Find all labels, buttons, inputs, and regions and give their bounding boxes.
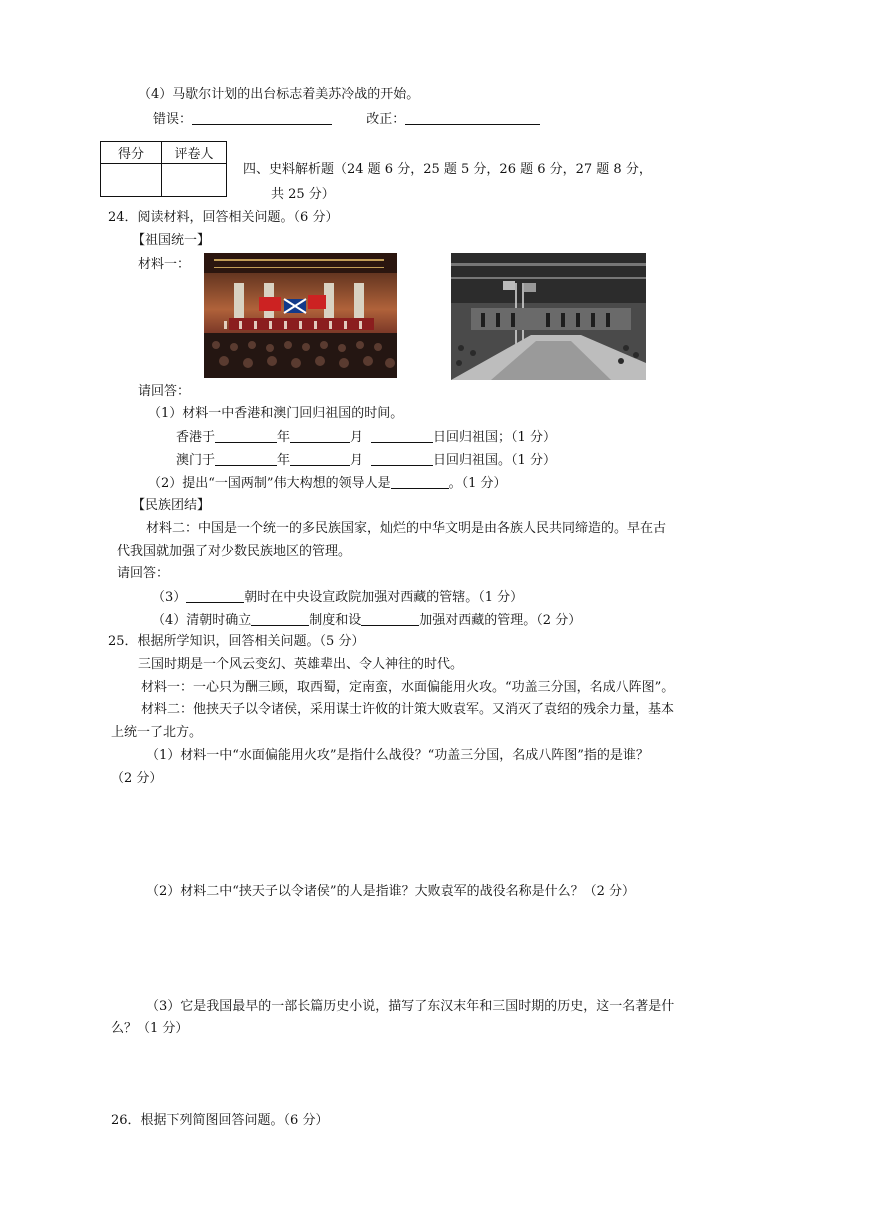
q25-sub1-line2: （2 分）: [111, 771, 163, 786]
grader-header: 评卷人: [162, 142, 227, 164]
correction-blank[interactable]: [405, 110, 540, 125]
correction-label: 改正：: [366, 112, 406, 127]
q24-material2-line2: 代我国就加强了对少数民族地区的管理。: [117, 544, 352, 559]
q24-material1-label: 材料一：: [138, 257, 191, 272]
q26-prompt: 26．根据下列简图回答问题。（6 分）: [111, 1113, 329, 1128]
q25-material2-line1: 材料二：他挟天子以令诸侯，采用谋士许攸的计策大败袁军。又消灭了袁绍的残余力量，基本: [141, 702, 675, 717]
hk-suffix: 日回归祖国；（1 分）: [433, 430, 556, 445]
q24-hk-line: [176, 428, 556, 447]
hong-kong-handover-photo: [204, 253, 397, 378]
sub3-text: 朝时在中央设宣政院加强对西藏的管辖。（1 分）: [244, 590, 524, 605]
hk-month-label: 月: [350, 430, 364, 445]
q24-please-answer2: 请回答：: [117, 566, 170, 581]
mo-day-blank[interactable]: [371, 451, 433, 466]
error-blank[interactable]: [192, 110, 332, 125]
q25-prompt: 25．根据所学知识，回答相关问题。（5 分）: [108, 634, 365, 649]
hk-prefix: 香港于: [176, 430, 216, 445]
sub4-text-b: 制度和设: [309, 613, 362, 628]
sub2-text: （2）提出“一国两制”伟大构想的领导人是: [148, 476, 391, 491]
q24-topic2: 【民族团结】: [132, 498, 211, 513]
mo-prefix: 澳门于: [176, 453, 216, 468]
q25-sub3-line1: （3）它是我国最早的一部长篇历史小说，描写了东汉末年和三国时期的历史，这一名著是什: [146, 999, 675, 1014]
grader-cell[interactable]: [162, 164, 227, 197]
q24-material2-line1: 材料二：中国是一个统一的多民族国家，灿烂的中华文明是由各族人民共同缔造的。早在古: [146, 521, 667, 536]
mo-year-blank[interactable]: [215, 451, 277, 466]
error-label: 错误：: [153, 112, 193, 127]
sub3-blank[interactable]: [186, 588, 244, 603]
q24-mo-line: [176, 451, 556, 470]
q25-material2-line2: 上统一了北方。: [111, 725, 203, 740]
hk-year-label: 年: [277, 430, 291, 445]
score-header: 得分: [101, 142, 162, 164]
mo-month-blank[interactable]: [290, 451, 350, 466]
q25-intro: 三国时期是一个风云变幻、英雄辈出、令人神往的时代。: [138, 657, 464, 672]
macau-handover-photo: [451, 253, 646, 380]
q25-sub3-line2: 么？（1 分）: [111, 1021, 189, 1036]
q24-please-answer: 请回答：: [138, 384, 191, 399]
q24-prompt: 24．阅读材料，回答相关问题。（6 分）: [108, 210, 339, 225]
section4-title-cont: 共 25 分）: [271, 187, 335, 202]
q25-sub1-line1: （1）材料一中“水面偏能用火攻”是指什么战役？“功盖三分国，名成八阵图”指的是谁？: [146, 748, 649, 763]
q23-item4-statement: （4）马歇尔计划的出台标志着美苏冷战的开始。: [138, 87, 420, 102]
sub4-blank2[interactable]: [361, 611, 419, 626]
hk-day-blank[interactable]: [371, 428, 433, 443]
mo-month-label: 月: [350, 453, 364, 468]
sub4-blank1[interactable]: [251, 611, 309, 626]
q25-sub2: （2）材料二中“挟天子以令诸侯”的人是指谁？大败袁军的战役名称是什么？（2 分）: [146, 884, 635, 899]
score-table: [100, 141, 227, 197]
sub2-suffix: 。（1 分）: [448, 476, 507, 491]
section4-title: 四、史料解析题（24 题 6 分，25 题 5 分，26 题 6 分，27 题 8 分，: [243, 162, 652, 177]
sub3-num: （3）: [152, 590, 187, 605]
sub4-text-c: 加强对西藏的管理。（2 分）: [419, 613, 582, 628]
q24-sub4: [152, 611, 581, 630]
mo-year-label: 年: [277, 453, 291, 468]
sub4-text-a: （4）清朝时确立: [152, 613, 252, 628]
mo-suffix: 日回归祖国。（1 分）: [433, 453, 556, 468]
hk-year-blank[interactable]: [215, 428, 277, 443]
q24-topic1: 【祖国统一】: [132, 233, 211, 248]
q25-material1: 材料一：一心只为酬三顾，取西蜀，定南蛮，水面偏能用火攻。“功盖三分国，名成八阵图”。: [141, 680, 675, 695]
hk-month-blank[interactable]: [290, 428, 350, 443]
q24-sub2: [148, 474, 506, 493]
sub2-blank[interactable]: [391, 474, 449, 489]
q23-item4-answer-line: [153, 110, 540, 129]
q24-sub1: （1）材料一中香港和澳门回归祖国的时间。: [148, 406, 404, 421]
score-cell[interactable]: [101, 164, 162, 197]
q24-sub3: [152, 588, 523, 607]
